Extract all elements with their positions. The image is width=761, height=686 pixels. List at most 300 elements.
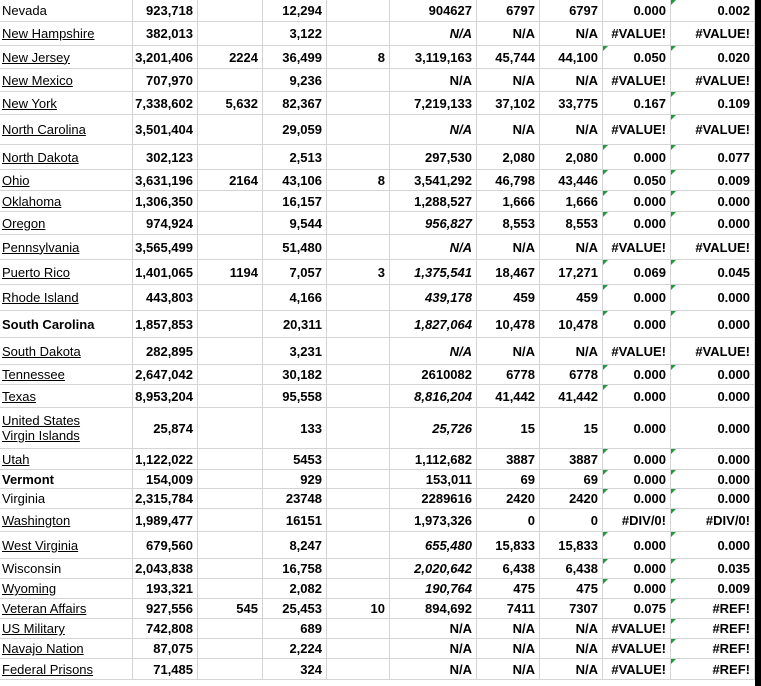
value-cell-col2[interactable] [198, 212, 263, 234]
state-name-label[interactable]: Oregon [2, 215, 46, 231]
value-cell-col5[interactable] [390, 338, 477, 364]
value-cell-col5[interactable] [390, 470, 477, 488]
value-cell-col7[interactable] [540, 659, 603, 679]
value-cell-col5[interactable] [390, 532, 477, 558]
value-cell-col5[interactable] [390, 260, 477, 284]
value-cell-col5[interactable] [390, 639, 477, 658]
state-name-cell[interactable] [0, 0, 133, 21]
value-cell-col4[interactable] [327, 449, 390, 469]
value-cell-col1[interactable] [133, 311, 198, 337]
value-cell-col6[interactable] [477, 579, 540, 598]
value-cell-col7[interactable] [540, 69, 603, 91]
value-cell-col1[interactable] [133, 449, 198, 469]
value-cell-col1[interactable] [133, 338, 198, 364]
value-cell-col8[interactable] [603, 46, 671, 68]
state-name-cell[interactable] [0, 22, 133, 45]
value-cell-col8[interactable] [603, 191, 671, 211]
value-cell-col5[interactable] [390, 365, 477, 384]
value-cell-col1[interactable] [133, 365, 198, 384]
value-cell-col4[interactable] [327, 92, 390, 114]
value-cell-col2[interactable] [198, 338, 263, 364]
value-cell-col8[interactable] [603, 260, 671, 284]
value-cell-col6[interactable] [477, 338, 540, 364]
value-cell-col6[interactable] [477, 69, 540, 91]
value-cell-col6[interactable] [477, 92, 540, 114]
value-cell-col4[interactable] [327, 579, 390, 598]
value-cell-col8[interactable] [603, 365, 671, 384]
state-name-label[interactable]: Tennessee [2, 367, 65, 382]
value-cell-col5[interactable] [390, 0, 477, 21]
value-cell-col7[interactable] [540, 449, 603, 469]
value-cell-col9[interactable] [671, 532, 755, 558]
value-cell-col5[interactable] [390, 408, 477, 448]
state-name-label[interactable]: Pennsylvania [2, 239, 80, 255]
value-cell-col4[interactable] [327, 285, 390, 310]
value-cell-col1[interactable] [133, 285, 198, 310]
state-name-label[interactable]: US Military [2, 621, 65, 636]
value-cell-col6[interactable] [477, 191, 540, 211]
value-cell-col2[interactable] [198, 191, 263, 211]
value-cell-col6[interactable] [477, 311, 540, 337]
value-cell-col3[interactable] [263, 191, 327, 211]
value-cell-col9[interactable] [671, 509, 755, 531]
value-cell-col7[interactable] [540, 408, 603, 448]
value-cell-col8[interactable] [603, 69, 671, 91]
value-cell-col3[interactable] [263, 22, 327, 45]
value-cell-col7[interactable] [540, 599, 603, 618]
value-cell-col9[interactable] [671, 489, 755, 508]
value-cell-col1[interactable] [133, 22, 198, 45]
value-cell-col2[interactable] [198, 92, 263, 114]
value-cell-col3[interactable] [263, 408, 327, 448]
value-cell-col5[interactable] [390, 579, 477, 598]
state-name-label[interactable]: North Carolina [2, 122, 86, 137]
value-cell-col8[interactable] [603, 311, 671, 337]
value-cell-col7[interactable] [540, 170, 603, 190]
value-cell-col8[interactable] [603, 145, 671, 169]
value-cell-col3[interactable] [263, 46, 327, 68]
value-cell-col4[interactable] [327, 385, 390, 407]
state-name-label[interactable]: Wyoming [2, 581, 57, 596]
value-cell-col7[interactable] [540, 191, 603, 211]
value-cell-col1[interactable] [133, 260, 198, 284]
state-name-cell[interactable] [0, 338, 133, 364]
state-name-label[interactable]: Oklahoma [2, 193, 62, 209]
state-name-label[interactable]: New Mexico [2, 72, 73, 88]
value-cell-col2[interactable] [198, 0, 263, 21]
value-cell-col4[interactable] [327, 115, 390, 144]
value-cell-col3[interactable] [263, 385, 327, 407]
value-cell-col3[interactable] [263, 639, 327, 658]
state-name-label[interactable]: North Dakota [2, 149, 79, 165]
value-cell-col1[interactable] [133, 579, 198, 598]
value-cell-col4[interactable] [327, 46, 390, 68]
state-name-label[interactable]: Rhode Island [2, 290, 79, 305]
value-cell-col6[interactable] [477, 235, 540, 259]
state-name-label-line2[interactable]: Virgin Islands [2, 428, 80, 443]
value-cell-col9[interactable] [671, 449, 755, 469]
value-cell-col1[interactable] [133, 145, 198, 169]
value-cell-col5[interactable] [390, 449, 477, 469]
value-cell-col5[interactable] [390, 46, 477, 68]
value-cell-col2[interactable] [198, 69, 263, 91]
value-cell-col8[interactable] [603, 170, 671, 190]
value-cell-col6[interactable] [477, 599, 540, 618]
value-cell-col2[interactable] [198, 285, 263, 310]
value-cell-col3[interactable] [263, 659, 327, 679]
state-name-cell[interactable] [0, 170, 133, 190]
state-name-cell[interactable] [0, 639, 133, 658]
value-cell-col7[interactable] [540, 212, 603, 234]
value-cell-col3[interactable] [263, 470, 327, 488]
value-cell-col3[interactable] [263, 92, 327, 114]
value-cell-col2[interactable] [198, 619, 263, 638]
value-cell-col7[interactable] [540, 579, 603, 598]
value-cell-col2[interactable] [198, 532, 263, 558]
value-cell-col4[interactable] [327, 559, 390, 578]
value-cell-col4[interactable] [327, 509, 390, 531]
value-cell-col7[interactable] [540, 639, 603, 658]
value-cell-col2[interactable] [198, 170, 263, 190]
value-cell-col7[interactable] [540, 115, 603, 144]
value-cell-col8[interactable] [603, 559, 671, 578]
value-cell-col4[interactable] [327, 470, 390, 488]
value-cell-col9[interactable] [671, 46, 755, 68]
value-cell-col3[interactable] [263, 449, 327, 469]
state-name-cell[interactable] [0, 145, 133, 169]
value-cell-col2[interactable] [198, 599, 263, 618]
value-cell-col8[interactable] [603, 338, 671, 364]
value-cell-col5[interactable] [390, 559, 477, 578]
value-cell-col6[interactable] [477, 46, 540, 68]
state-name-label[interactable]: New Jersey [2, 49, 70, 65]
value-cell-col7[interactable] [540, 365, 603, 384]
value-cell-col8[interactable] [603, 92, 671, 114]
value-cell-col3[interactable] [263, 599, 327, 618]
value-cell-col8[interactable] [603, 470, 671, 488]
value-cell-col8[interactable] [603, 489, 671, 508]
value-cell-col1[interactable] [133, 532, 198, 558]
state-name-cell[interactable] [0, 579, 133, 598]
value-cell-col9[interactable] [671, 69, 755, 91]
value-cell-col3[interactable] [263, 619, 327, 638]
value-cell-col3[interactable] [263, 311, 327, 337]
value-cell-col1[interactable] [133, 470, 198, 488]
value-cell-col5[interactable] [390, 170, 477, 190]
state-name-label[interactable]: Washington [2, 512, 71, 528]
value-cell-col2[interactable] [198, 115, 263, 144]
value-cell-col2[interactable] [198, 145, 263, 169]
value-cell-col4[interactable] [327, 0, 390, 21]
value-cell-col5[interactable] [390, 385, 477, 407]
value-cell-col1[interactable] [133, 659, 198, 679]
value-cell-col6[interactable] [477, 470, 540, 488]
state-name-label[interactable]: Navajo Nation [2, 641, 84, 656]
value-cell-col5[interactable] [390, 145, 477, 169]
value-cell-col5[interactable] [390, 489, 477, 508]
value-cell-col5[interactable] [390, 212, 477, 234]
value-cell-col8[interactable] [603, 408, 671, 448]
state-name-label[interactable]: New Hampshire [2, 26, 95, 41]
value-cell-col2[interactable] [198, 365, 263, 384]
state-name-label[interactable]: Federal Prisons [2, 661, 94, 677]
state-name-label[interactable]: Puerto Rico [2, 264, 70, 280]
value-cell-col8[interactable] [603, 22, 671, 45]
state-name-cell[interactable] [0, 212, 133, 234]
value-cell-col3[interactable] [263, 489, 327, 508]
value-cell-col3[interactable] [263, 365, 327, 384]
value-cell-col6[interactable] [477, 260, 540, 284]
value-cell-col7[interactable] [540, 532, 603, 558]
state-name-cell[interactable] [0, 365, 133, 384]
value-cell-col1[interactable] [133, 599, 198, 618]
value-cell-col3[interactable] [263, 69, 327, 91]
state-name-cell[interactable] [0, 619, 133, 638]
value-cell-col1[interactable] [133, 212, 198, 234]
value-cell-col7[interactable] [540, 46, 603, 68]
value-cell-col5[interactable] [390, 509, 477, 531]
value-cell-col4[interactable] [327, 170, 390, 190]
state-name-label[interactable]: West Virginia [2, 537, 79, 553]
value-cell-col4[interactable] [327, 639, 390, 658]
value-cell-col1[interactable] [133, 69, 198, 91]
value-cell-col2[interactable] [198, 22, 263, 45]
value-cell-col5[interactable] [390, 115, 477, 144]
value-cell-col1[interactable] [133, 509, 198, 531]
value-cell-col1[interactable] [133, 0, 198, 21]
value-cell-col6[interactable] [477, 212, 540, 234]
value-cell-col9[interactable] [671, 470, 755, 488]
value-cell-col6[interactable] [477, 0, 540, 21]
value-cell-col5[interactable] [390, 311, 477, 337]
value-cell-col7[interactable] [540, 489, 603, 508]
value-cell-col7[interactable] [540, 260, 603, 284]
value-cell-col9[interactable] [671, 599, 755, 618]
state-name-cell[interactable] [0, 408, 133, 448]
value-cell-col8[interactable] [603, 385, 671, 407]
state-name-cell[interactable] [0, 115, 133, 144]
value-cell-col9[interactable] [671, 92, 755, 114]
value-cell-col6[interactable] [477, 145, 540, 169]
value-cell-col1[interactable] [133, 408, 198, 448]
value-cell-col4[interactable] [327, 489, 390, 508]
value-cell-col1[interactable] [133, 489, 198, 508]
value-cell-col9[interactable] [671, 212, 755, 234]
value-cell-col2[interactable] [198, 559, 263, 578]
value-cell-col1[interactable] [133, 115, 198, 144]
value-cell-col2[interactable] [198, 449, 263, 469]
state-name-label[interactable]: Ohio [2, 172, 30, 188]
value-cell-col6[interactable] [477, 659, 540, 679]
value-cell-col4[interactable] [327, 599, 390, 618]
value-cell-col6[interactable] [477, 449, 540, 469]
value-cell-col6[interactable] [477, 408, 540, 448]
value-cell-col9[interactable] [671, 639, 755, 658]
value-cell-col7[interactable] [540, 509, 603, 531]
value-cell-col2[interactable] [198, 46, 263, 68]
value-cell-col3[interactable] [263, 509, 327, 531]
value-cell-col3[interactable] [263, 235, 327, 259]
value-cell-col8[interactable] [603, 449, 671, 469]
value-cell-col2[interactable] [198, 489, 263, 508]
value-cell-col4[interactable] [327, 191, 390, 211]
state-name-label[interactable]: South Dakota [2, 343, 81, 359]
value-cell-col9[interactable] [671, 579, 755, 598]
value-cell-col5[interactable] [390, 235, 477, 259]
value-cell-col6[interactable] [477, 532, 540, 558]
value-cell-col7[interactable] [540, 235, 603, 259]
value-cell-col6[interactable] [477, 509, 540, 531]
value-cell-col7[interactable] [540, 22, 603, 45]
value-cell-col9[interactable] [671, 145, 755, 169]
value-cell-col5[interactable] [390, 599, 477, 618]
value-cell-col1[interactable] [133, 170, 198, 190]
value-cell-col9[interactable] [671, 311, 755, 337]
state-name-cell[interactable] [0, 191, 133, 211]
value-cell-col1[interactable] [133, 385, 198, 407]
value-cell-col1[interactable] [133, 46, 198, 68]
value-cell-col4[interactable] [327, 145, 390, 169]
value-cell-col4[interactable] [327, 311, 390, 337]
value-cell-col1[interactable] [133, 619, 198, 638]
value-cell-col6[interactable] [477, 170, 540, 190]
value-cell-col9[interactable] [671, 385, 755, 407]
value-cell-col6[interactable] [477, 285, 540, 310]
value-cell-col9[interactable] [671, 260, 755, 284]
value-cell-col8[interactable] [603, 0, 671, 21]
state-name-cell[interactable] [0, 260, 133, 284]
value-cell-col4[interactable] [327, 69, 390, 91]
state-name-label[interactable]: Texas [2, 388, 36, 404]
value-cell-col1[interactable] [133, 92, 198, 114]
value-cell-col6[interactable] [477, 619, 540, 638]
value-cell-col2[interactable] [198, 579, 263, 598]
value-cell-col2[interactable] [198, 659, 263, 679]
value-cell-col5[interactable] [390, 69, 477, 91]
state-name-cell[interactable] [0, 509, 133, 531]
value-cell-col7[interactable] [540, 285, 603, 310]
state-name-cell[interactable] [0, 92, 133, 114]
value-cell-col3[interactable] [263, 170, 327, 190]
value-cell-col4[interactable] [327, 408, 390, 448]
value-cell-col1[interactable] [133, 191, 198, 211]
value-cell-col9[interactable] [671, 338, 755, 364]
value-cell-col4[interactable] [327, 22, 390, 45]
value-cell-col6[interactable] [477, 385, 540, 407]
value-cell-col3[interactable] [263, 338, 327, 364]
value-cell-col9[interactable] [671, 285, 755, 310]
value-cell-col5[interactable] [390, 22, 477, 45]
state-name-cell[interactable] [0, 69, 133, 91]
value-cell-col3[interactable] [263, 579, 327, 598]
value-cell-col2[interactable] [198, 470, 263, 488]
state-name-cell[interactable] [0, 285, 133, 310]
value-cell-col2[interactable] [198, 311, 263, 337]
state-name-cell[interactable] [0, 489, 133, 508]
value-cell-col9[interactable] [671, 170, 755, 190]
value-cell-col7[interactable] [540, 311, 603, 337]
value-cell-col5[interactable] [390, 191, 477, 211]
value-cell-col2[interactable] [198, 509, 263, 531]
state-name-cell[interactable] [0, 659, 133, 679]
state-name-cell[interactable] [0, 470, 133, 488]
value-cell-col8[interactable] [603, 235, 671, 259]
value-cell-col4[interactable] [327, 532, 390, 558]
value-cell-col6[interactable] [477, 639, 540, 658]
value-cell-col3[interactable] [263, 532, 327, 558]
value-cell-col2[interactable] [198, 408, 263, 448]
value-cell-col8[interactable] [603, 509, 671, 531]
state-name-cell[interactable] [0, 559, 133, 578]
value-cell-col9[interactable] [671, 619, 755, 638]
value-cell-col7[interactable] [540, 338, 603, 364]
value-cell-col4[interactable] [327, 365, 390, 384]
value-cell-col8[interactable] [603, 285, 671, 310]
value-cell-col9[interactable] [671, 115, 755, 144]
value-cell-col6[interactable] [477, 22, 540, 45]
value-cell-col7[interactable] [540, 385, 603, 407]
value-cell-col3[interactable] [263, 145, 327, 169]
value-cell-col3[interactable] [263, 260, 327, 284]
value-cell-col8[interactable] [603, 532, 671, 558]
value-cell-col6[interactable] [477, 365, 540, 384]
value-cell-col8[interactable] [603, 619, 671, 638]
value-cell-col5[interactable] [390, 285, 477, 310]
value-cell-col1[interactable] [133, 639, 198, 658]
value-cell-col9[interactable] [671, 0, 755, 21]
value-cell-col9[interactable] [671, 659, 755, 679]
value-cell-col7[interactable] [540, 619, 603, 638]
value-cell-col8[interactable] [603, 579, 671, 598]
value-cell-col4[interactable] [327, 260, 390, 284]
value-cell-col8[interactable] [603, 212, 671, 234]
value-cell-col8[interactable] [603, 659, 671, 679]
value-cell-col9[interactable] [671, 365, 755, 384]
state-name-label[interactable]: Veteran Affairs [2, 601, 87, 616]
value-cell-col8[interactable] [603, 115, 671, 144]
value-cell-col2[interactable] [198, 260, 263, 284]
value-cell-col3[interactable] [263, 285, 327, 310]
state-name-label[interactable]: New York [2, 95, 57, 111]
state-name-cell[interactable] [0, 311, 133, 337]
value-cell-col7[interactable] [540, 0, 603, 21]
value-cell-col8[interactable] [603, 639, 671, 658]
value-cell-col4[interactable] [327, 338, 390, 364]
value-cell-col2[interactable] [198, 385, 263, 407]
state-name-cell[interactable] [0, 449, 133, 469]
value-cell-col7[interactable] [540, 470, 603, 488]
value-cell-col7[interactable] [540, 145, 603, 169]
value-cell-col9[interactable] [671, 22, 755, 45]
value-cell-col3[interactable] [263, 115, 327, 144]
value-cell-col5[interactable] [390, 619, 477, 638]
value-cell-col7[interactable] [540, 559, 603, 578]
state-name-cell[interactable] [0, 46, 133, 68]
value-cell-col2[interactable] [198, 235, 263, 259]
value-cell-col3[interactable] [263, 0, 327, 21]
value-cell-col1[interactable] [133, 235, 198, 259]
value-cell-col9[interactable] [671, 559, 755, 578]
value-cell-col2[interactable] [198, 639, 263, 658]
value-cell-col4[interactable] [327, 212, 390, 234]
value-cell-col9[interactable] [671, 191, 755, 211]
value-cell-col6[interactable] [477, 115, 540, 144]
value-cell-col1[interactable] [133, 559, 198, 578]
value-cell-col8[interactable] [603, 599, 671, 618]
value-cell-col9[interactable] [671, 235, 755, 259]
value-cell-col4[interactable] [327, 235, 390, 259]
state-name-cell[interactable] [0, 385, 133, 407]
